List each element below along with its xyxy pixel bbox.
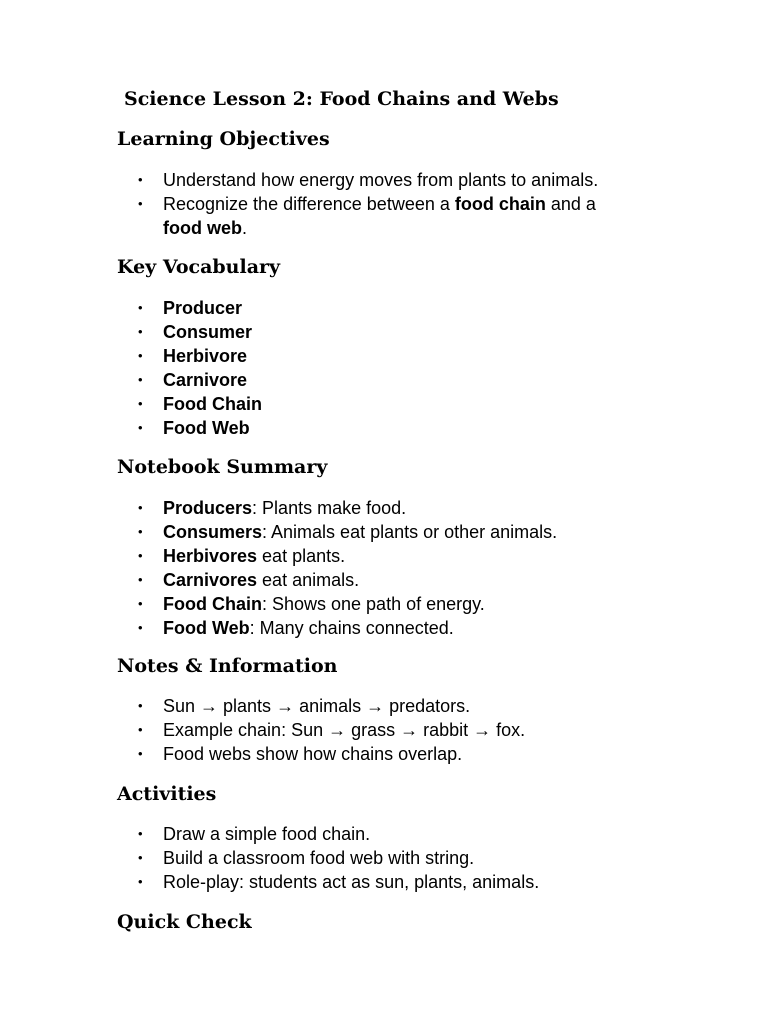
objective-text: Understand how energy moves from plants to animals. — [163, 170, 599, 190]
bullet: • — [138, 500, 143, 515]
vocab-term: Carnivore — [163, 370, 248, 390]
summary-text: : Animals eat plants or other animals. — [262, 522, 558, 542]
note-text: Sun → plants → animals → predators. — [163, 696, 471, 716]
bullet: • — [138, 420, 143, 435]
vocabulary-list — [138, 296, 638, 440]
summary-list — [138, 496, 638, 640]
summary-term: Producers — [163, 498, 253, 518]
heading-quick-check: Quick Check — [117, 911, 252, 933]
heading-activities: Activities — [117, 783, 217, 805]
list-item — [138, 592, 638, 616]
heading-learning-objectives: Learning Objectives — [117, 128, 330, 150]
bullet: • — [138, 324, 143, 339]
heading-notebook-summary: Notebook Summary — [117, 456, 328, 478]
list-item — [138, 616, 638, 640]
list-item — [138, 742, 638, 766]
list-item — [138, 496, 638, 520]
bullet: • — [138, 172, 143, 187]
bullet: • — [138, 396, 143, 411]
bullet: • — [138, 874, 143, 889]
summary-text: : Plants make food. — [252, 498, 407, 518]
list-item — [138, 822, 638, 846]
activity-text: Draw a simple food chain. — [163, 824, 371, 844]
bullet: • — [138, 596, 143, 611]
notes-list — [138, 694, 638, 766]
vocab-term: Producer — [163, 298, 243, 318]
list-item — [138, 718, 638, 742]
page-title: Science Lesson 2: Food Chains and Webs — [124, 88, 559, 110]
list-item — [138, 846, 638, 870]
summary-text: : Many chains connected. — [249, 618, 454, 638]
heading-key-vocabulary: Key Vocabulary — [117, 256, 281, 278]
summary-text: : Shows one path of energy. — [261, 594, 485, 614]
bullet: • — [138, 722, 143, 737]
objectives-list — [138, 168, 638, 240]
activities-list — [138, 822, 638, 894]
bullet: • — [138, 548, 143, 563]
heading-notes-information: Notes & Information — [117, 655, 338, 677]
summary-term: Carnivores — [163, 570, 258, 590]
summary-term: Herbivores — [163, 546, 258, 566]
activity-text: Build a classroom food web with string. — [163, 848, 475, 868]
vocab-term: Food Web — [163, 418, 250, 438]
objective-text-mid: and a — [545, 194, 596, 214]
list-item — [138, 416, 638, 440]
bullet: • — [138, 698, 143, 713]
list-item — [138, 520, 638, 544]
activity-text: Role-play: students act as sun, plants, animals. — [163, 872, 540, 892]
list-item — [138, 392, 638, 416]
list-item — [138, 544, 638, 568]
summary-text: eat plants. — [257, 546, 346, 566]
bullet: • — [138, 572, 143, 587]
bullet: • — [138, 372, 143, 387]
bullet: • — [138, 524, 143, 539]
list-item — [138, 368, 638, 392]
bullet: • — [138, 850, 143, 865]
vocab-term: Consumer — [163, 322, 253, 342]
vocab-term: Food Chain — [163, 394, 262, 414]
list-item — [138, 568, 638, 592]
list-item — [138, 192, 638, 240]
bullet: • — [138, 196, 143, 211]
list-item — [138, 320, 638, 344]
list-item — [138, 344, 638, 368]
summary-text: eat animals. — [257, 570, 360, 590]
bullet: • — [138, 620, 143, 635]
bullet: • — [138, 746, 143, 761]
summary-term: Consumers — [163, 522, 263, 542]
list-item — [138, 168, 638, 192]
objective-bold-term: food chain — [454, 194, 546, 214]
bullet: • — [138, 300, 143, 315]
list-item — [138, 296, 638, 320]
list-item — [138, 694, 638, 718]
summary-term: Food Web — [163, 618, 250, 638]
vocab-term: Herbivore — [163, 346, 248, 366]
summary-term: Food Chain — [163, 594, 262, 614]
bullet: • — [138, 826, 143, 841]
objective-text-pre: Recognize the difference between a — [163, 194, 455, 214]
objective-text-post: . — [242, 218, 248, 238]
list-item — [138, 870, 638, 894]
bullet: • — [138, 348, 143, 363]
note-text: Example chain: Sun → grass → rabbit → fox. — [163, 720, 526, 740]
objective-bold-term: food web — [163, 218, 242, 238]
note-text: Food webs show how chains overlap. — [163, 744, 463, 764]
